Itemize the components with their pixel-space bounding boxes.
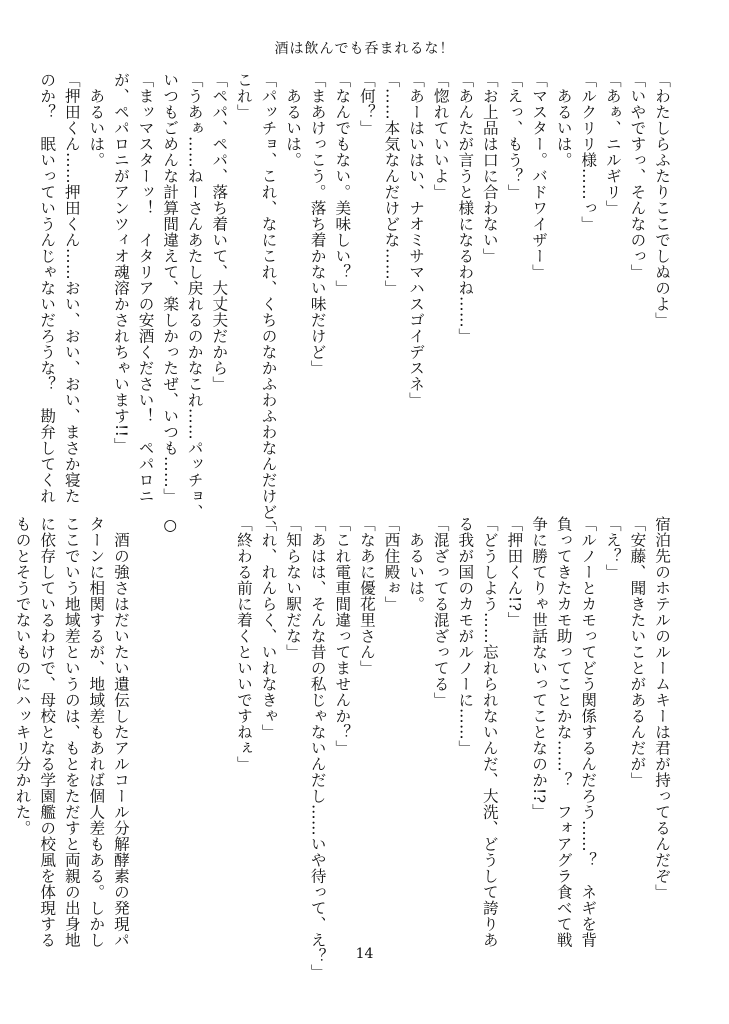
text-line: に依存しているわけで、母校となる学園艦の校風を体現する <box>38 516 57 948</box>
text-line: 酒の強さはだいたい遺伝したアルコール分解酵素の発現パ <box>111 516 130 948</box>
text-line: 「れ、れんらく、いれなきゃ」 <box>259 516 278 740</box>
text-line: あるいは。 <box>87 72 106 168</box>
text-line: 「ルクリリ様……っ」 <box>579 72 598 232</box>
text-line: 「ペパ、ペパ、落ち着いて、大丈夫だから」 <box>210 72 229 392</box>
text-block-top <box>38 72 674 536</box>
text-line: が、ペパロニがアンツィオ魂溶かされちゃいます!!」 <box>111 72 130 454</box>
text-line: 「パッチョ、これ、なにこれ、くちのなかふわふわなんだけど、 <box>259 72 278 536</box>
text-line: 「あぁ、ニルギリ」 <box>603 72 622 216</box>
text-line: 「ルノーとカモってどう関係するんだろう……？ ネギを背 <box>579 516 598 948</box>
text-line: いつもごめんな計算間違えて、楽しかったぜ、いつも……」 <box>161 72 180 504</box>
text-line: 「わたしらふたりここでしぬのよ」 <box>653 72 671 328</box>
text-line: ここでいう地域差というのは、もとをただすと両親の出身地 <box>62 516 81 948</box>
text-line: のか？ 眠いっていうんじゃないだろうな？ 勘弁してくれ <box>38 72 57 504</box>
text-line: 「何？」 <box>357 72 376 136</box>
page-number: 14 <box>355 946 374 962</box>
text-line: る我が国のカモがルノーに……」 <box>456 516 475 756</box>
text-line: 「安藤、聞きたいことがあるんだが」 <box>628 516 647 788</box>
text-line: 宿泊先のホテルのルームキーは君が持ってるんだぞ」 <box>653 516 671 900</box>
text-line: 負ってきたカモ助ってことかな……？ フォアグラ食べて戦 <box>554 516 573 948</box>
text-line: 「なんでもない。美味しい？」 <box>333 72 352 296</box>
text-line: 「うあぁ……ねーさんあたし戻れるのかなこれ……パッチョ、 <box>185 72 204 520</box>
text-line: 「まッマスターッ！ イタリアの安酒ください！ ペパロニ <box>136 72 155 504</box>
text-line: 「えっ、もう？」 <box>505 72 524 200</box>
text-line: ○ <box>161 516 180 535</box>
text-line: 「……本気なんだけどな……」 <box>382 72 401 296</box>
text-line: あるいは。 <box>554 72 573 168</box>
text-line: 「あーはいはい、ナオミサマハスゴイデスネ」 <box>407 72 426 408</box>
text-line: 「マスター。バドワイザー」 <box>530 72 549 280</box>
text-line: あるいは。 <box>407 516 426 612</box>
text-line: 「なあに優花里さん」 <box>357 516 376 676</box>
text-line: あるいは。 <box>284 72 303 168</box>
text-line: 「知らない駅だな」 <box>284 516 303 660</box>
text-line: 「あはは、そんな昔の私じゃないんだし……いや待って、え？」 <box>308 516 327 980</box>
text-line: 「混ざってる混ざってる」 <box>431 516 450 708</box>
text-line: 「押田くん!?」 <box>505 516 524 628</box>
text-line: 「え？」 <box>603 516 622 580</box>
text-line <box>182 516 207 936</box>
text-line: ターンに相関するが、地域差もあれば個人差もある。しかし <box>87 516 106 948</box>
text-line: 「お上品は口に合わない」 <box>480 72 499 264</box>
text-line: 「終わる前に着くといいですねぇ」 <box>234 516 253 772</box>
text-line <box>133 516 158 936</box>
text-line: 「あんたが言うと様になるわね……」 <box>456 72 475 344</box>
text-line: 「惚れていいよ」 <box>431 72 450 200</box>
text-line: 争に勝てりゃ世話ないってことなのか!?」 <box>530 516 549 820</box>
text-line <box>207 516 232 936</box>
text-line: 「西住殿ぉ」 <box>382 516 401 612</box>
text-line: 「これ電車間違ってませんか？」 <box>333 516 352 756</box>
text-line: これ」 <box>234 72 253 120</box>
text-line: 「いやですっ、そんなのっ」 <box>628 72 647 280</box>
text-line: 「どうしよう……忘れられないんだ、大洗、どうして誇りあ <box>480 516 499 948</box>
text-line: 「押田くん……押田くん……おい、おい、おい、まさか寝た <box>62 72 81 504</box>
running-header: 酒は飲んでも呑まれるな！ <box>274 41 455 57</box>
text-line: ものとそうでないものにハッキリ分かれた。 <box>13 516 32 836</box>
text-line: 「まあけっこう。落ち着かない味だけど」 <box>308 72 327 376</box>
